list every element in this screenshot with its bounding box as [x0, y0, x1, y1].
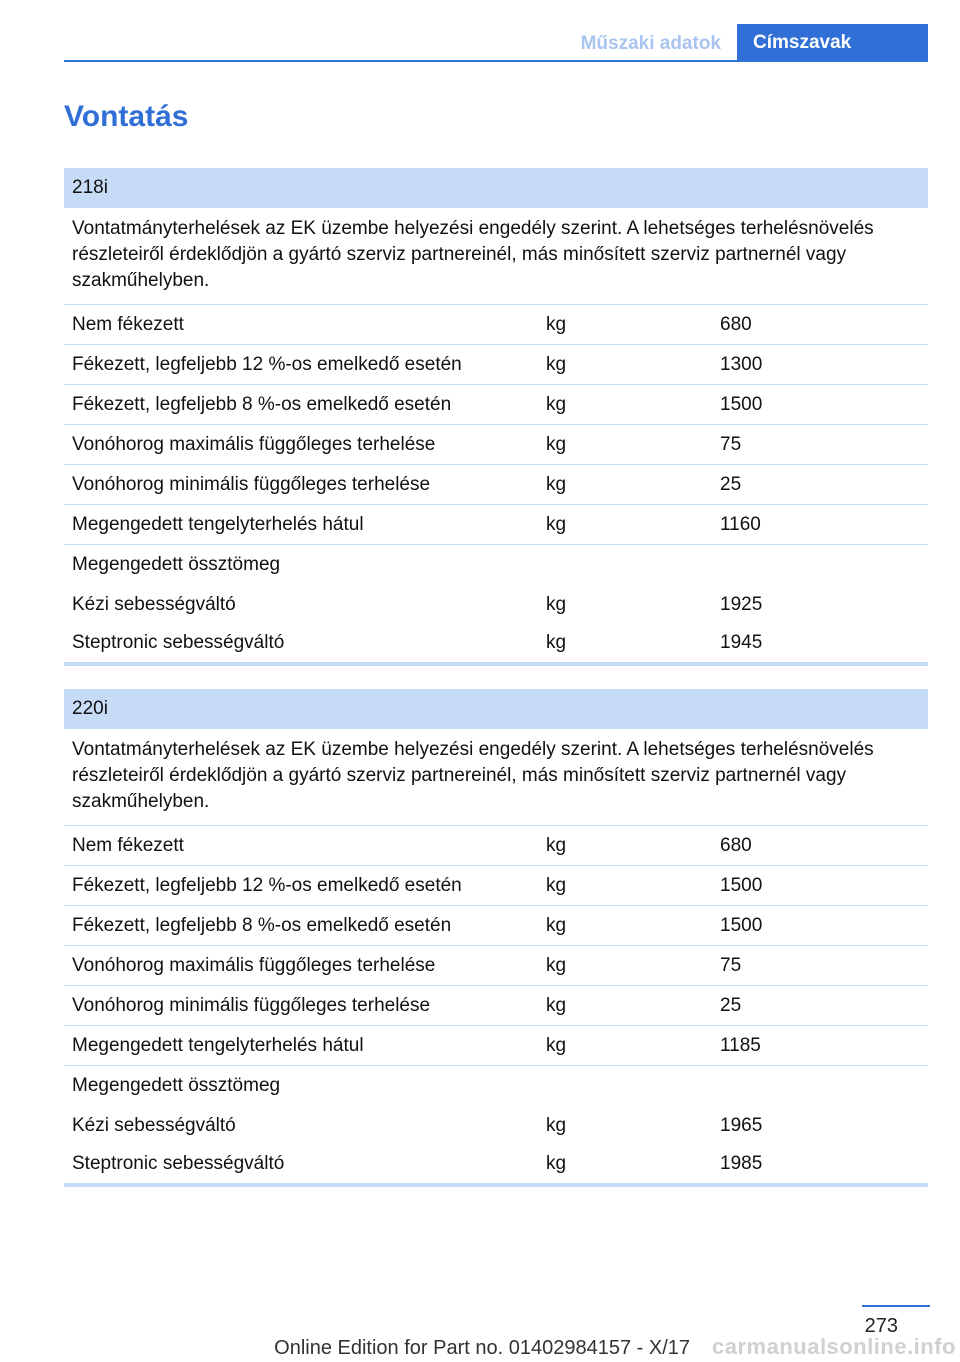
row-unit: kg	[546, 313, 567, 335]
table-row	[64, 305, 928, 345]
row-unit: kg	[546, 632, 567, 653]
row-value: 25	[720, 473, 742, 495]
row-value: 680	[720, 313, 752, 335]
row-value: 1500	[720, 393, 763, 415]
row-unit: kg	[546, 433, 567, 455]
row-label: Megengedett össztömeg	[72, 554, 281, 575]
row-unit: kg	[546, 834, 567, 856]
table-row	[64, 866, 928, 906]
table-row	[64, 986, 928, 1026]
row-unit: kg	[546, 914, 567, 936]
row-label: Vonóhorog minimális függőleges terhelése	[72, 994, 431, 1016]
row-unit: kg	[546, 473, 567, 495]
watermark: carmanualsonline.info	[712, 1334, 956, 1359]
row-label: Steptronic sebességváltó	[72, 632, 285, 653]
row-value: 1500	[720, 914, 763, 936]
row-unit: kg	[546, 874, 567, 896]
table-row	[64, 345, 928, 385]
page-header	[64, 24, 928, 62]
spec-table-218i	[64, 168, 928, 666]
row-unit: kg	[546, 1034, 567, 1056]
spec-table-220i	[64, 689, 928, 1187]
table-bottom-rule	[64, 662, 928, 666]
row-label: Fékezett, legfeljebb 8 %-os emelkedő esetén	[72, 393, 452, 415]
table-row	[64, 946, 928, 986]
row-unit: kg	[546, 513, 567, 535]
row-value: 1185	[720, 1034, 761, 1056]
spec-description: Vontatmányterhelések az EK üzembe helyezési engedély szerint. A lehetséges terhelésnövelés részleteiről érdeklődjön a gyártó szerviz partnereinél, más minősített szerviz partnernél vagy szakműhelyben.	[64, 208, 928, 305]
table-row	[64, 425, 928, 465]
table-row	[64, 505, 928, 545]
row-label: Nem fékezett	[72, 834, 184, 856]
row-label: Fékezett, legfeljebb 12 %-os emelkedő esetén	[72, 874, 462, 896]
row-label: Kézi sebességváltó	[72, 1114, 236, 1136]
tab-index[interactable]: Címszavak	[737, 24, 928, 62]
table-bottom-rule	[64, 1183, 928, 1187]
spec-model-header: 220i	[64, 689, 928, 729]
row-unit: kg	[546, 353, 567, 375]
row-value: 1965	[720, 1114, 763, 1136]
row-unit: kg	[546, 393, 567, 415]
row-unit: kg	[546, 1114, 567, 1136]
edition-footer: Online Edition for Part no. 01402984157 - X/17	[274, 1337, 690, 1359]
table-row	[64, 385, 928, 425]
row-label: Megengedett össztömeg	[72, 1075, 281, 1096]
row-label: Megengedett tengelyterhelés hátul	[72, 1034, 364, 1056]
page-number: 273	[864, 1315, 898, 1337]
row-value: 1160	[720, 513, 761, 535]
row-value: 25	[720, 994, 742, 1016]
row-value: 75	[720, 433, 742, 455]
table-row-group-label	[64, 1066, 928, 1106]
row-label: Fékezett, legfeljebb 12 %-os emelkedő esetén	[72, 353, 462, 375]
row-label: Megengedett tengelyterhelés hátul	[72, 513, 364, 535]
row-value: 1500	[720, 874, 763, 896]
row-label: Vonóhorog maximális függőleges terhelése	[72, 433, 436, 455]
row-value: 1300	[720, 353, 763, 375]
spec-description: Vontatmányterhelések az EK üzembe helyezési engedély szerint. A lehetséges terhelésnövelés részleteiről érdeklődjön a gyártó szerviz partnereinél, más minősített szerviz partnernél vagy szakműhelyben.	[64, 729, 928, 826]
row-label: Kézi sebességváltó	[72, 593, 236, 615]
row-label: Fékezett, legfeljebb 8 %-os emelkedő esetén	[72, 914, 452, 936]
table-row	[64, 624, 928, 662]
row-unit: kg	[546, 593, 567, 615]
table-row	[64, 585, 928, 624]
table-row-group-label	[64, 545, 928, 585]
row-value: 75	[720, 954, 742, 976]
table-row	[64, 1026, 928, 1066]
row-value: 680	[720, 834, 752, 856]
table-row	[64, 465, 928, 505]
row-value: 1945	[720, 632, 763, 653]
row-value: 1985	[720, 1153, 763, 1174]
table-row	[64, 906, 928, 946]
spec-model-header: 218i	[64, 168, 928, 208]
table-row	[64, 1145, 928, 1183]
row-label: Steptronic sebességváltó	[72, 1153, 285, 1174]
page-number-rule	[862, 1305, 930, 1307]
row-unit: kg	[546, 994, 567, 1016]
row-label: Nem fékezett	[72, 313, 184, 335]
row-unit: kg	[546, 1153, 567, 1174]
row-label: Vonóhorog maximális függőleges terhelése	[72, 954, 436, 976]
tab-technical-data[interactable]: Műszaki adatok	[580, 33, 721, 54]
row-value: 1925	[720, 593, 763, 615]
page-title: Vontatás	[64, 100, 189, 133]
table-row	[64, 826, 928, 866]
row-label: Vonóhorog minimális függőleges terhelése	[72, 473, 431, 495]
row-unit: kg	[546, 954, 567, 976]
table-row	[64, 1106, 928, 1145]
